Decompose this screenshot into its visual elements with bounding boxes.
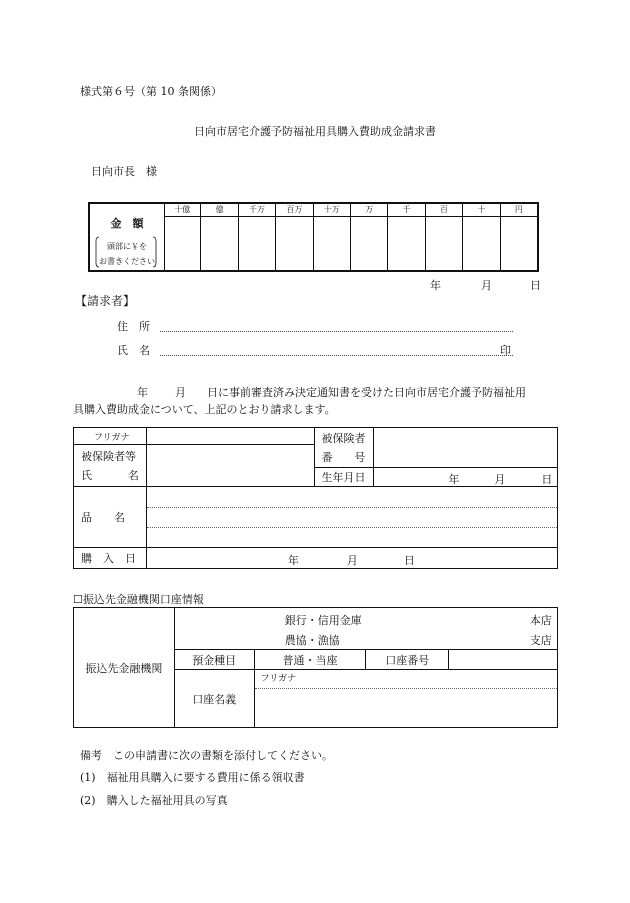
- insured-name-char2: 名: [127, 468, 139, 482]
- statement-line2: 具購入費助成金について、上記のとおり請求します。: [73, 403, 336, 416]
- item-name-label: 品 名: [74, 487, 147, 547]
- name-field[interactable]: [160, 355, 513, 356]
- amount-label: 金 額: [110, 217, 144, 230]
- digit-header: 千万: [239, 204, 275, 217]
- digit-cell[interactable]: [351, 204, 388, 270]
- head-office: 本店: [529, 614, 552, 627]
- digit-header: 十億: [164, 204, 200, 217]
- address-label: 住 所: [117, 320, 150, 333]
- statement-month: 月: [175, 386, 186, 399]
- purchase-year: 年: [287, 553, 299, 567]
- form-title: 日向市居宅介護予防福祉用具購入費助成金請求書: [194, 125, 436, 138]
- insured-number-label-line1: 被保険者: [321, 431, 366, 445]
- amount-label-area: [90, 204, 165, 270]
- digit-header: 十万: [314, 204, 350, 217]
- digit-header: 円: [501, 204, 537, 217]
- agri-types: 農協・漁協: [284, 634, 340, 647]
- insured-name-label-line2: [81, 466, 146, 485]
- statement-year: 年: [137, 386, 148, 399]
- item-name-line[interactable]: [147, 528, 557, 547]
- account-holder-label: 口座名義: [174, 670, 254, 728]
- date-month: 月: [481, 279, 492, 292]
- amount-note-line1: 頭部に￥を: [107, 242, 147, 251]
- holder-furigana: フリガナ: [255, 670, 557, 689]
- amount-digit-row: [164, 204, 537, 270]
- bank-types: 銀行・信用金庫: [284, 614, 362, 627]
- name-label: 氏 名: [117, 344, 150, 357]
- digit-header: 千: [388, 204, 424, 217]
- insured-info-table: [73, 427, 558, 569]
- remarks-item-1: (1) 福祉用具購入に要する費用に係る領収書: [80, 771, 305, 784]
- account-holder-field[interactable]: [254, 670, 557, 728]
- date-year: 年: [430, 279, 441, 292]
- account-number-field[interactable]: [449, 650, 558, 670]
- digit-header: 十: [463, 204, 499, 217]
- birthdate-month: 月: [494, 473, 506, 487]
- item-name-line[interactable]: [147, 508, 557, 528]
- insured-number-label: [315, 428, 374, 468]
- birthdate-field[interactable]: [374, 468, 558, 487]
- birthdate-day: 日: [541, 473, 553, 487]
- digit-cell[interactable]: [239, 204, 276, 270]
- date-day: 日: [530, 279, 541, 292]
- digit-header: 億: [201, 204, 237, 217]
- form-number: 様式第６号（第 10 条関係）: [80, 85, 222, 98]
- furigana-field[interactable]: [146, 428, 315, 445]
- insured-number-char2: 号: [354, 450, 366, 464]
- seal-mark: 印: [500, 344, 511, 357]
- addressee: 日向市長 様: [91, 165, 157, 178]
- statement-line1: 日に事前審査済み決定通知書を受けた日向市居宅介護予防福祉用: [207, 386, 526, 399]
- bank-account-table: [73, 607, 558, 728]
- remarks-item-2: (2) 購入した福祉用具の写真: [80, 794, 228, 807]
- furigana-label: フリガナ: [74, 428, 147, 445]
- digit-header: 百万: [276, 204, 312, 217]
- institution-name-field[interactable]: [174, 608, 557, 650]
- digit-cell[interactable]: [388, 204, 425, 270]
- purchase-date-label: 購 入 日: [74, 547, 147, 568]
- insured-number-field[interactable]: [374, 428, 558, 468]
- birthdate-year: 年: [448, 473, 460, 487]
- insured-number-label-line2: [321, 448, 373, 467]
- item-name-line[interactable]: [147, 488, 557, 508]
- amount-box: [88, 202, 539, 272]
- digit-cell[interactable]: [314, 204, 351, 270]
- digit-cell[interactable]: [426, 204, 463, 270]
- deposit-type-label: 預金種目: [174, 650, 254, 670]
- digit-header: 万: [351, 204, 387, 217]
- institution-label: 振込先金融機関: [74, 608, 175, 728]
- purchase-month: 月: [346, 553, 358, 567]
- insured-name-label-line1: 被保険者等: [81, 449, 136, 463]
- insured-name-char1: 氏: [81, 468, 92, 482]
- insured-name-field[interactable]: [146, 445, 315, 487]
- birthdate-label: 生年月日: [315, 468, 374, 487]
- address-field[interactable]: [160, 331, 513, 332]
- applicant-heading: 【請求者】: [75, 294, 136, 308]
- purchase-day: 日: [403, 553, 415, 567]
- purchase-date-field[interactable]: [146, 547, 557, 568]
- digit-header: 百: [426, 204, 462, 217]
- digit-cell[interactable]: [164, 204, 201, 270]
- bank-section-title: ☐振込先金融機関口座情報: [73, 593, 204, 606]
- digit-cell[interactable]: [201, 204, 238, 270]
- digit-cell[interactable]: [276, 204, 313, 270]
- insured-number-char1: 番: [321, 450, 333, 464]
- digit-cell[interactable]: [463, 204, 500, 270]
- item-name-field[interactable]: [146, 487, 557, 547]
- insured-name-label: [74, 445, 147, 487]
- deposit-type-options[interactable]: 普通・当座: [254, 650, 366, 670]
- account-number-label: 口座番号: [366, 650, 449, 670]
- branch: 支店: [529, 634, 552, 647]
- holder-name-area[interactable]: [255, 689, 557, 727]
- amount-note-line2: お書きください: [99, 257, 155, 266]
- digit-cell[interactable]: [501, 204, 537, 270]
- remarks-heading: 備考 この申請書に次の書類を添付してください。: [80, 749, 333, 762]
